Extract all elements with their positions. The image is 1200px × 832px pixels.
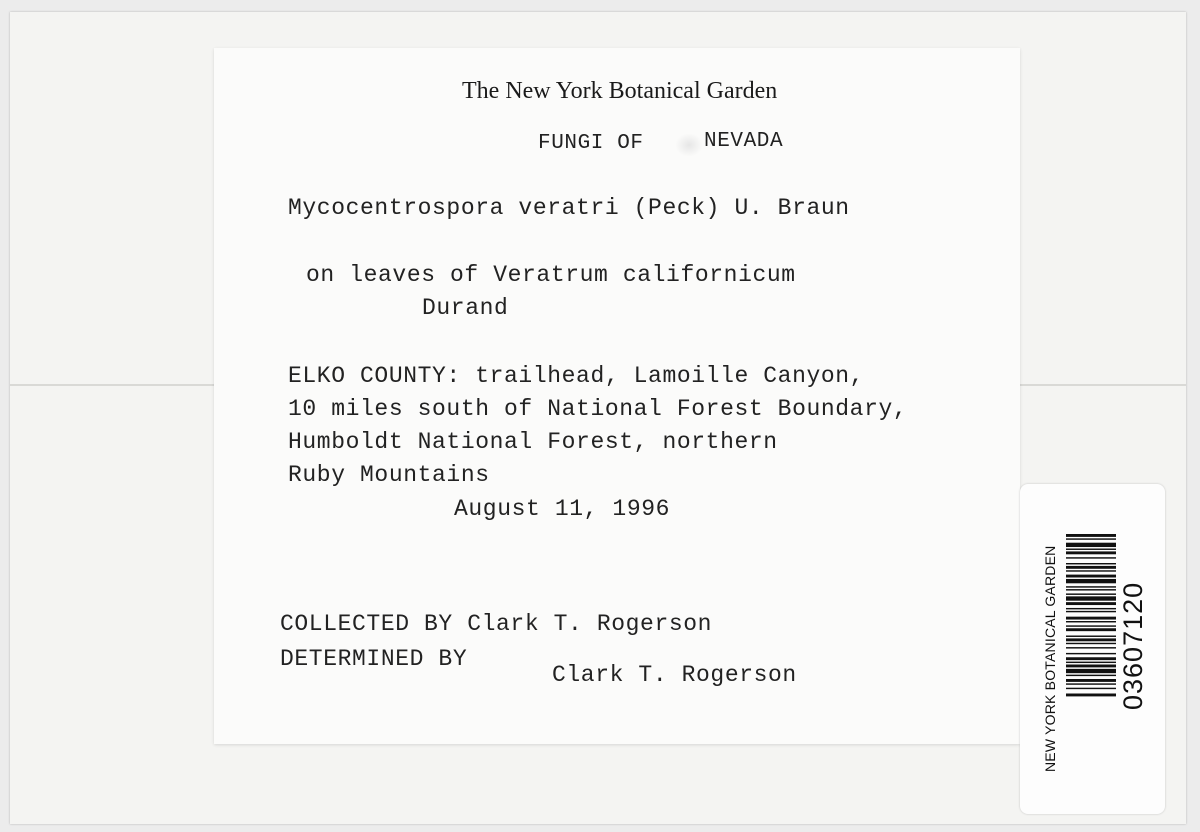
barcode-stripe (1066, 683, 1116, 684)
locality-line-3: Humboldt National Forest, northern (288, 429, 778, 455)
barcode-stripe (1066, 589, 1116, 590)
substrate-line-1: on leaves of Veratrum californicum (306, 262, 796, 288)
barcode-stripe (1066, 665, 1116, 668)
barcode-stripe (1066, 575, 1116, 578)
barcode-stripe (1066, 549, 1116, 550)
locality-line-1: ELKO COUNTY: trailhead, Lamoille Canyon, (288, 363, 865, 389)
barcode-stripe (1066, 657, 1116, 660)
barcode-stripe (1066, 602, 1116, 605)
barcode-stripe (1066, 625, 1116, 626)
barcode-stripe (1066, 538, 1116, 539)
barcode-stripe (1066, 636, 1116, 637)
locality-line-4: Ruby Mountains (288, 462, 490, 488)
barcode-number: 03607120 (1118, 581, 1148, 710)
series-region: NEVADA (704, 130, 784, 153)
barcode-stripe (1066, 675, 1116, 676)
barcode-stripe (1066, 593, 1116, 594)
barcode-organization: NEW YORK BOTANICAL GARDEN (1042, 545, 1058, 772)
barcode-stripe (1066, 570, 1116, 571)
determined-by-name: Clark T. Rogerson (552, 662, 797, 688)
barcode-stripe (1066, 653, 1116, 654)
barcode-stripe (1066, 579, 1116, 583)
barcode-stripe (1066, 608, 1116, 609)
institution-header: The New York Botanical Garden (462, 78, 778, 104)
barcode-stripe (1066, 679, 1116, 682)
barcode-stripe (1066, 617, 1116, 620)
barcode-stripe (1066, 662, 1116, 663)
series-prefix: FUNGI OF (538, 132, 644, 155)
barcode-stripe (1066, 611, 1116, 612)
barcode-stripe (1066, 534, 1116, 537)
barcode-stripe (1066, 551, 1116, 554)
barcode-stripe (1066, 596, 1116, 600)
barcode-stripe (1066, 638, 1116, 641)
barcode-stripe (1066, 694, 1116, 697)
barcode-stripe (1066, 557, 1116, 558)
barcode-stripe (1066, 563, 1116, 564)
barcode-stripe (1066, 643, 1116, 644)
locality-line-2: 10 miles south of National Forest Boundary, (288, 396, 908, 422)
substrate-line-2: Durand (422, 295, 509, 321)
barcode-stripe (1066, 688, 1116, 689)
barcode-stripe (1066, 669, 1116, 673)
barcode-stripe (1066, 647, 1116, 648)
barcode-stripe (1066, 586, 1116, 587)
taxon-name: Mycocentrospora veratri (Peck) U. Braun (288, 195, 850, 221)
determined-by-label: DETERMINED BY (280, 646, 468, 672)
collected-by: COLLECTED BY Clark T. Rogerson (280, 611, 713, 637)
barcode-stripe (1066, 566, 1116, 569)
erasure-smudge (676, 134, 702, 156)
collection-date: August 11, 1996 (454, 496, 671, 522)
barcode-stripe (1066, 628, 1116, 631)
barcode-bars (1066, 534, 1116, 742)
barcode-stripe (1066, 543, 1116, 547)
barcode-stripe (1066, 621, 1116, 622)
